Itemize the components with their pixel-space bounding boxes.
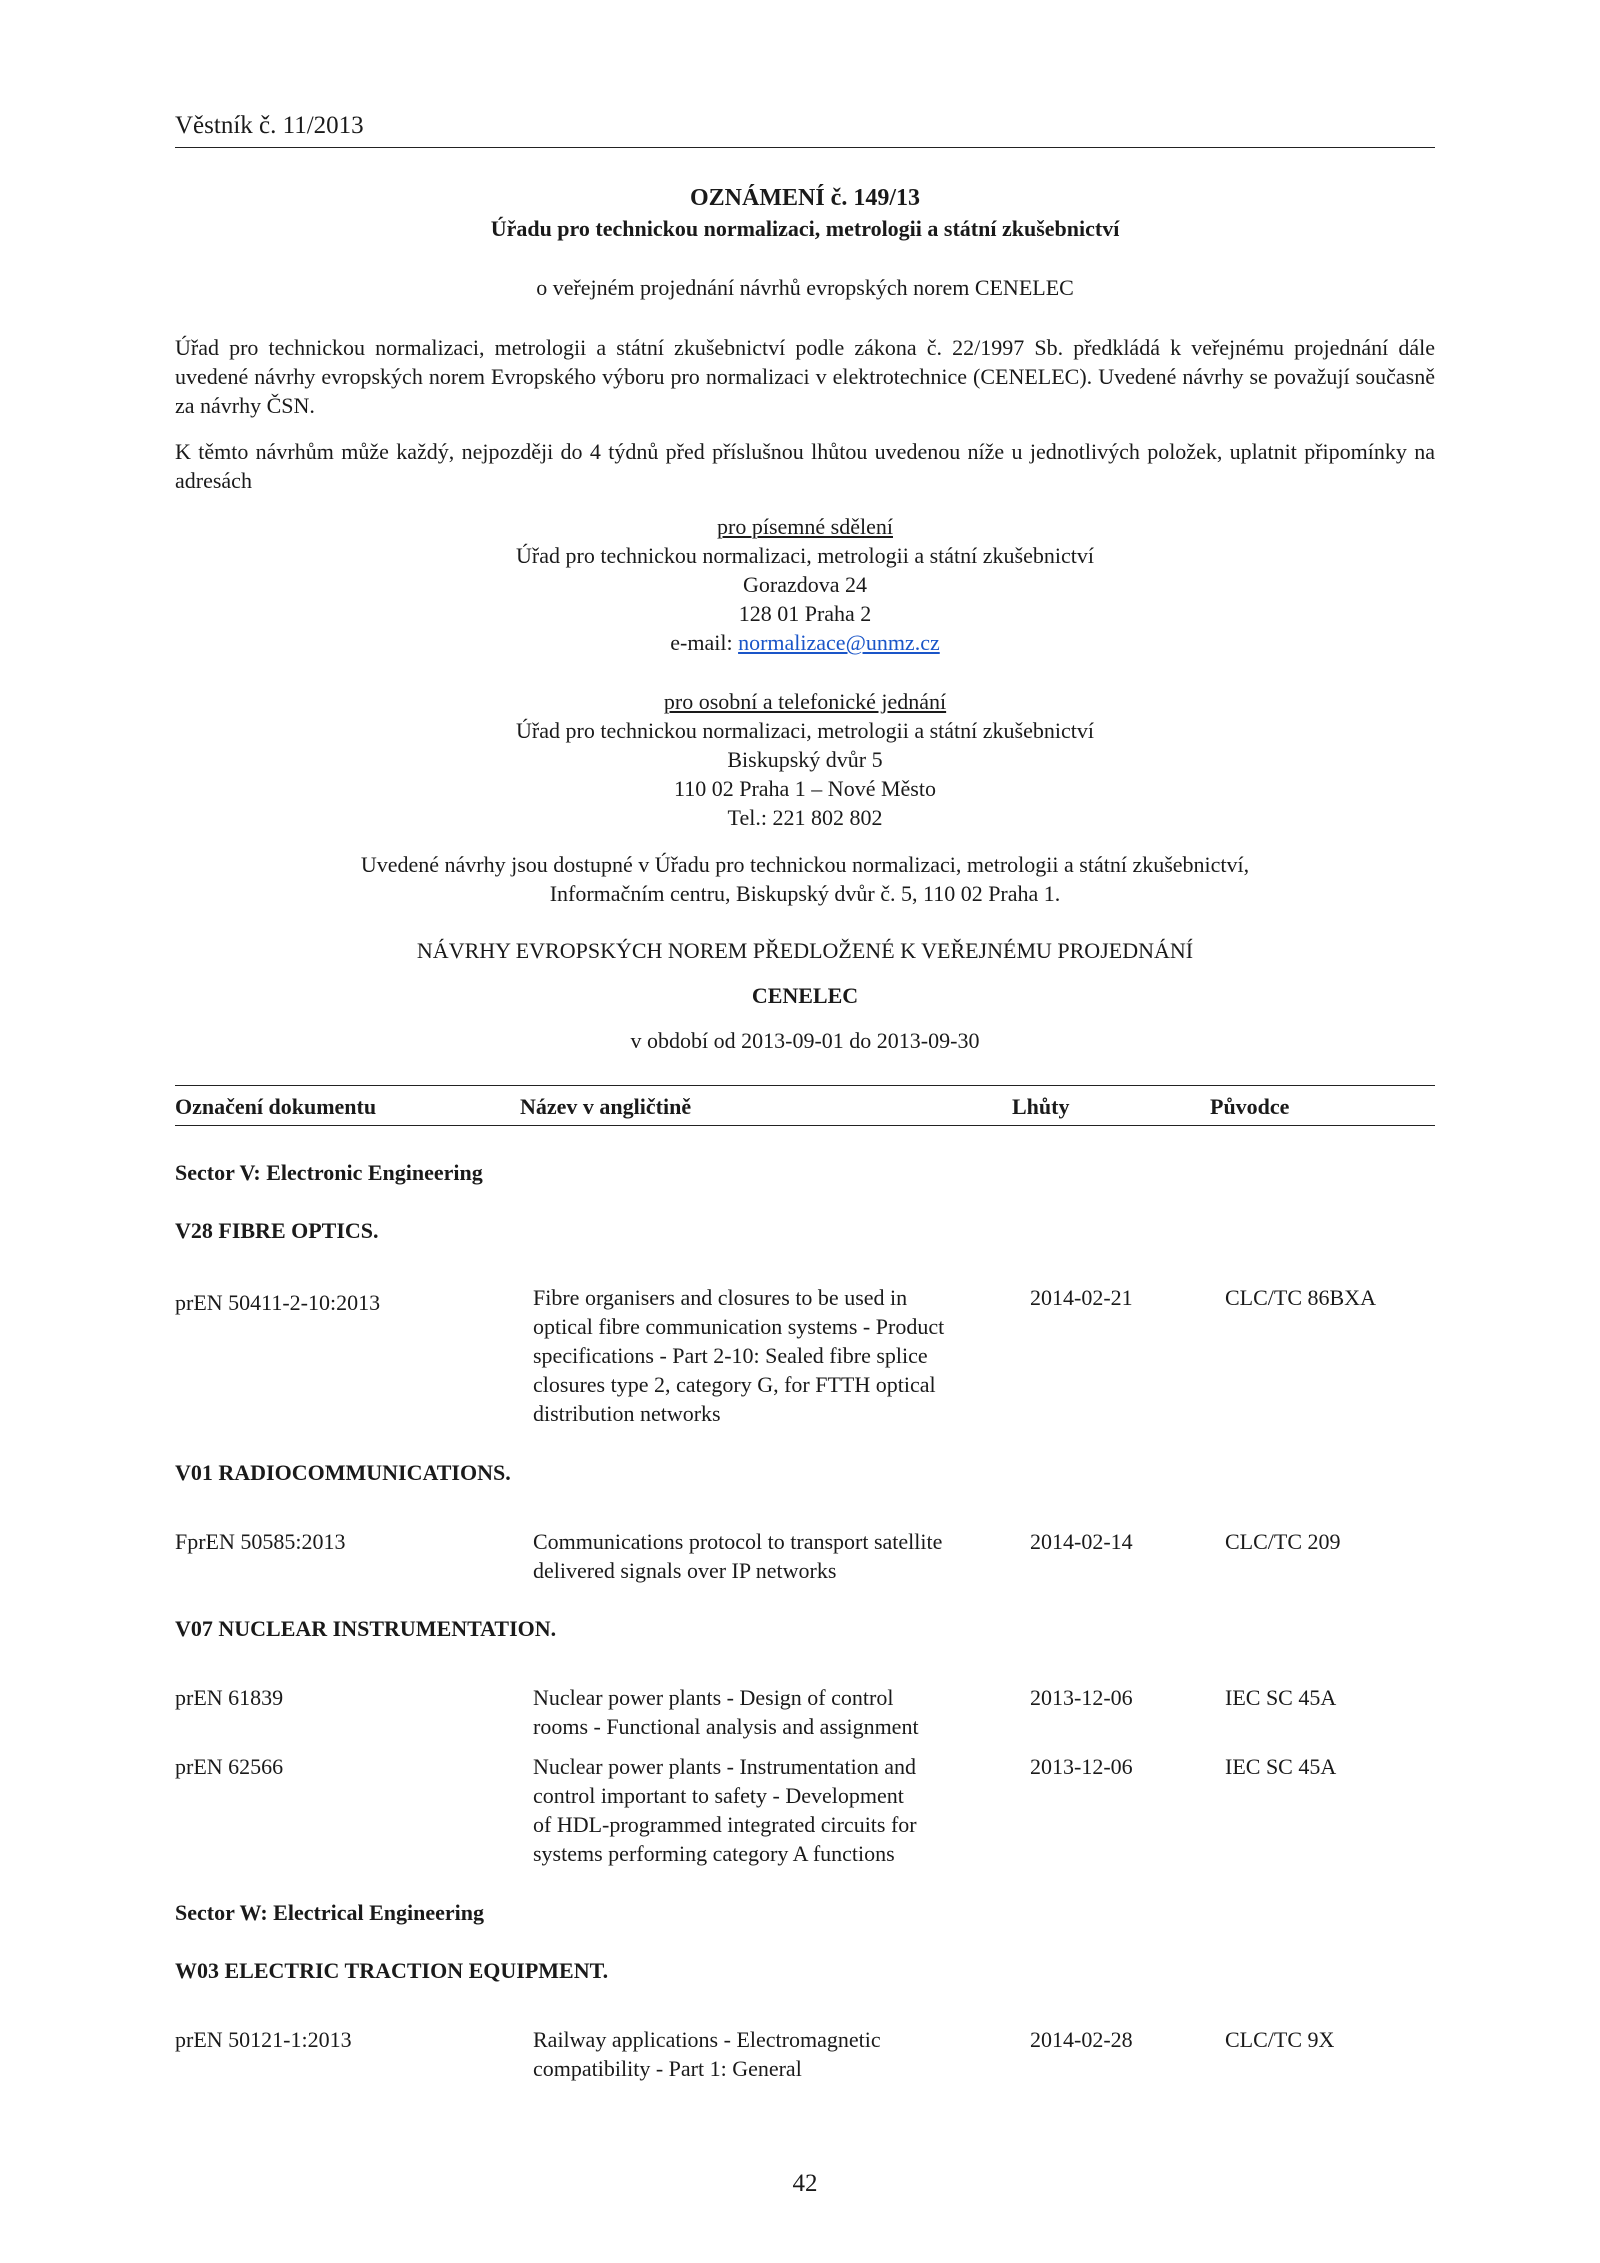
address-written-city: 128 01 Praha 2 (738, 601, 872, 626)
address-personal-org: Úřad pro technickou normalizaci, metrologii a státní zkušebnictví (516, 718, 1094, 743)
column-header-deadline: Lhůty (1012, 1094, 1070, 1119)
group-heading: V28 FIBRE OPTICS. (175, 1218, 379, 1243)
title-line: Railway applications - Electromagnetic (533, 2027, 881, 2052)
title-line: specifications - Part 2-10: Sealed fibre splice (533, 1343, 928, 1368)
notice-subtitle: Úřadu pro technickou normalizaci, metrologii a státní zkušebnictví (490, 216, 1120, 241)
table-row-deadline: 2014-02-21 (1030, 1285, 1133, 1310)
title-line: compatibility - Part 1: General (533, 2056, 802, 2081)
title-line: Fibre organisers and closures to be used in (533, 1285, 908, 1310)
table-row-title (533, 1527, 1003, 1585)
title-line: systems performing category A functions (533, 1841, 895, 1866)
sector-heading: Sector V: Electronic Engineering (175, 1160, 483, 1185)
table-row-title (533, 2025, 1003, 2083)
bulletin-header: Věstník č. 11/2013 (175, 112, 364, 139)
availability-note (175, 850, 1435, 908)
table-row-deadline: 2013-12-06 (1030, 1685, 1133, 1710)
address-written-org: Úřad pro technickou normalizaci, metrologii a státní zkušebnictví (516, 543, 1094, 568)
section-org: CENELEC (751, 983, 859, 1008)
table-row-originator: IEC SC 45A (1225, 1685, 1337, 1710)
column-header-originator: Původce (1210, 1094, 1290, 1119)
address-personal-heading: pro osobní a telefonické jednání (663, 689, 947, 714)
comments-paragraph: K těmto návrhům může každý, nejpozději do 4 týdnů před příslušnou lhůtou uvedenou níže u jednotlivých položek, uplatnit připomínky na adresách (175, 439, 1435, 493)
notice-title: OZNÁMENÍ č. 149/13 (690, 185, 920, 211)
group-heading: V01 RADIOCOMMUNICATIONS. (175, 1460, 511, 1485)
address-personal-phone: Tel.: 221 802 802 (727, 805, 883, 830)
title-line: Nuclear power plants - Design of control (533, 1685, 894, 1710)
column-header-document: Označení dokumentu (175, 1094, 377, 1119)
page-number: 42 (792, 2170, 818, 2197)
table-row-doc: FprEN 50585:2013 (175, 1529, 346, 1554)
table-row-doc: prEN 62566 (175, 1754, 284, 1779)
table-row-deadline: 2014-02-14 (1030, 1529, 1133, 1554)
title-line: Communications protocol to transport satellite (533, 1529, 943, 1554)
group-heading: W03 ELECTRIC TRACTION EQUIPMENT. (175, 1958, 609, 1983)
table-row-title (533, 1683, 1003, 1741)
notice-about: o veřejném projednání návrhů evropských norem CENELEC (536, 275, 1074, 300)
table-row-title (533, 1283, 1003, 1428)
table-row-deadline: 2014-02-28 (1030, 2027, 1133, 2052)
table-row-doc: prEN 50411-2-10:2013 (175, 1290, 381, 1315)
table-row-originator: CLC/TC 209 (1225, 1529, 1341, 1554)
title-line: Nuclear power plants - Instrumentation and (533, 1754, 917, 1779)
title-line: rooms - Functional analysis and assignment (533, 1714, 919, 1739)
section-period: v období od 2013-09-01 do 2013-09-30 (630, 1028, 980, 1053)
address-written-heading: pro písemné sdělení (717, 514, 893, 539)
table-row-originator: CLC/TC 86BXA (1225, 1285, 1376, 1310)
table-top-rule (175, 1085, 1435, 1086)
email-label: e-mail: (670, 630, 739, 655)
availability-line-1: Uvedené návrhy jsou dostupné v Úřadu pro technickou normalizaci, metrologii a státní zkušebnictví, (360, 852, 1250, 877)
availability-line-2: Informačním centru, Biskupský dvůr č. 5, 110 02 Praha 1. (549, 881, 1061, 906)
email-link[interactable]: normalizace@unmz.cz (738, 630, 940, 655)
table-row-title (533, 1752, 1003, 1868)
title-line: optical fibre communication systems - Product (533, 1314, 945, 1339)
title-line: of HDL-programmed integrated circuits for (533, 1812, 917, 1837)
table-header-rule (175, 1125, 1435, 1126)
sector-heading: Sector W: Electrical Engineering (175, 1900, 484, 1925)
table-row-originator: IEC SC 45A (1225, 1754, 1337, 1779)
address-personal-street: Biskupský dvůr 5 (727, 747, 883, 772)
title-line: delivered signals over IP networks (533, 1558, 837, 1583)
title-line: closures type 2, category G, for FTTH optical (533, 1372, 936, 1397)
table-row-doc: prEN 61839 (175, 1685, 284, 1710)
header-divider (175, 147, 1435, 148)
title-line: distribution networks (533, 1401, 721, 1426)
address-personal-city: 110 02 Praha 1 – Nové Město (674, 776, 936, 801)
group-heading: V07 NUCLEAR INSTRUMENTATION. (175, 1616, 557, 1641)
intro-paragraph: Úřad pro technickou normalizaci, metrologii a státní zkušebnictví podle zákona č. 22/1997 Sb. předkládá k veřejnému projednání dále uvedené návrhy evropských norem Evropského výboru pro normalizaci v elektrotechnice (CENELEC). Uvedené návrhy se považují současně za návrhy ČSN. (175, 335, 1435, 418)
address-written-street: Gorazdova 24 (742, 572, 867, 597)
table-row-doc: prEN 50121-1:2013 (175, 2027, 352, 2052)
title-line: control important to safety - Development (533, 1783, 904, 1808)
address-written-email-line (175, 628, 1435, 657)
table-row-deadline: 2013-12-06 (1030, 1754, 1133, 1779)
table-row-originator: CLC/TC 9X (1225, 2027, 1335, 2052)
section-title: NÁVRHY EVROPSKÝCH NOREM PŘEDLOŽENÉ K VEŘEJNÉMU PROJEDNÁNÍ (416, 938, 1194, 963)
address-personal (175, 687, 1435, 832)
address-written (175, 512, 1435, 657)
column-header-english-title: Název v angličtině (520, 1094, 692, 1119)
